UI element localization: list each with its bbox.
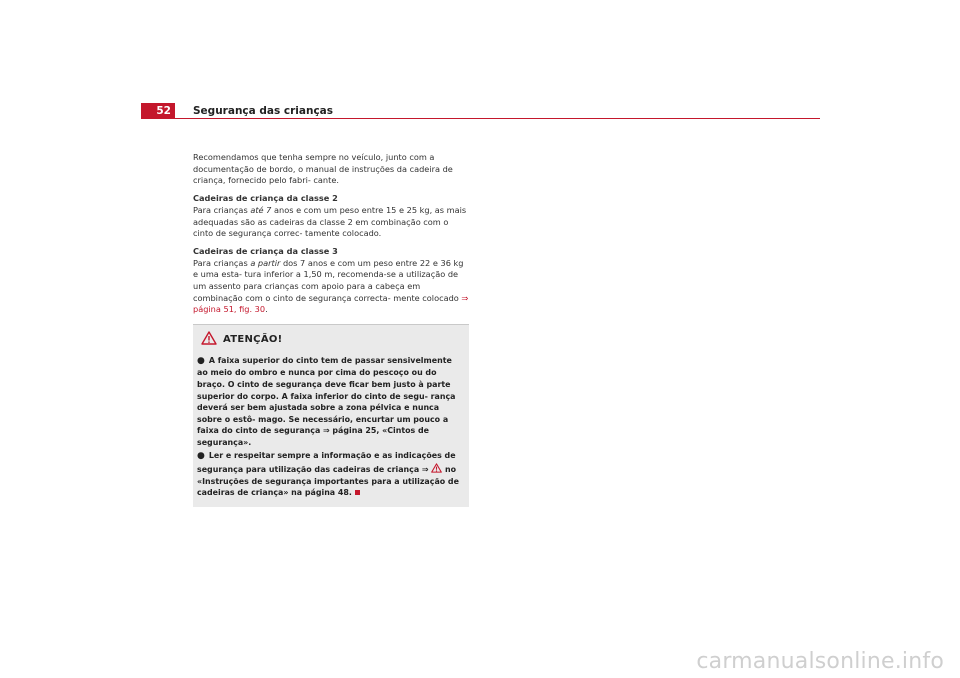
end-of-section-mark [355, 490, 360, 495]
class2-text-after: anos e com um peso entre 15 e 25 kg, as mais adequadas são as cadeiras da classe 2 em combinação com o cinto de segurança correc- tamente colocado. [193, 204, 467, 239]
watermark: carmanualsonline.info [696, 649, 944, 674]
class2-emphasis: até 7 [250, 204, 272, 215]
bullet-icon: ● [197, 355, 205, 366]
class3-text-after: dos 7 anos e com um peso entre 22 e 36 kg e uma esta- tura inferior a 1,50 m, recomenda-se a utilização de um assento para crianças com apoio para a cabeça em combinação com o cinto de segurança correcta- mente colocado [193, 257, 464, 303]
warning-item-2-text-before: Ler e respeitar sempre a informação e as indicações de segurança para utilização das cadeiras de criança ⇒ [197, 451, 456, 475]
warning-header [201, 331, 465, 349]
class3-emphasis: a partir [250, 257, 281, 268]
intro-paragraph: Recomendamos que tenha sempre no veículo, junto com a documentação de bordo, o manual de instruções da cadeira de criança, fornecido pelo fabri- cante. [193, 152, 453, 186]
class3-heading: Cadeiras de criança da classe 3 [193, 245, 338, 256]
page-header-title: Segurança das crianças [193, 105, 334, 117]
class3-end: . [265, 304, 268, 315]
class2-paragraph [193, 205, 469, 240]
page-reference-link[interactable]: ⇒ página 51, fig. 30 [193, 292, 469, 315]
warning-item-1 [197, 355, 465, 449]
warning-item-2-text-after: no «Instruções de segurança importantes para a utilização de cadeiras de criança» na página 48. [197, 465, 459, 498]
text-column [193, 152, 469, 507]
bullet-icon: ● [197, 451, 205, 462]
warning-item-1-text: A faixa superior do cinto tem de passar sensivelmente ao meio do ombro e nunca por cima do pescoço ou do braço. O cinto de segurança deve ficar bem justo à parte superior do corpo. A faixa inferior do cinto de segu- rança deverá ser bem ajustada sobre a zona pélvica e nunca sobre o estô- mago. Se necessário, encurtar um pouco a faixa do cinto de segurança ⇒ página 25, «Cintos de segurança». [197, 355, 456, 447]
class3-paragraph [193, 258, 469, 317]
header-divider [141, 118, 820, 119]
warning-item-2 [197, 450, 465, 498]
page-number: 52 [141, 103, 175, 119]
class2-heading: Cadeiras de criança da classe 2 [193, 193, 338, 204]
class2-text-before: Para crianças [193, 204, 251, 215]
inline-warning-triangle-icon [431, 465, 442, 474]
class3-text-before: Para crianças [193, 257, 251, 268]
warning-box [193, 324, 469, 507]
warning-triangle-icon [201, 331, 217, 349]
warning-title: ATENÇÃO! [223, 334, 283, 346]
